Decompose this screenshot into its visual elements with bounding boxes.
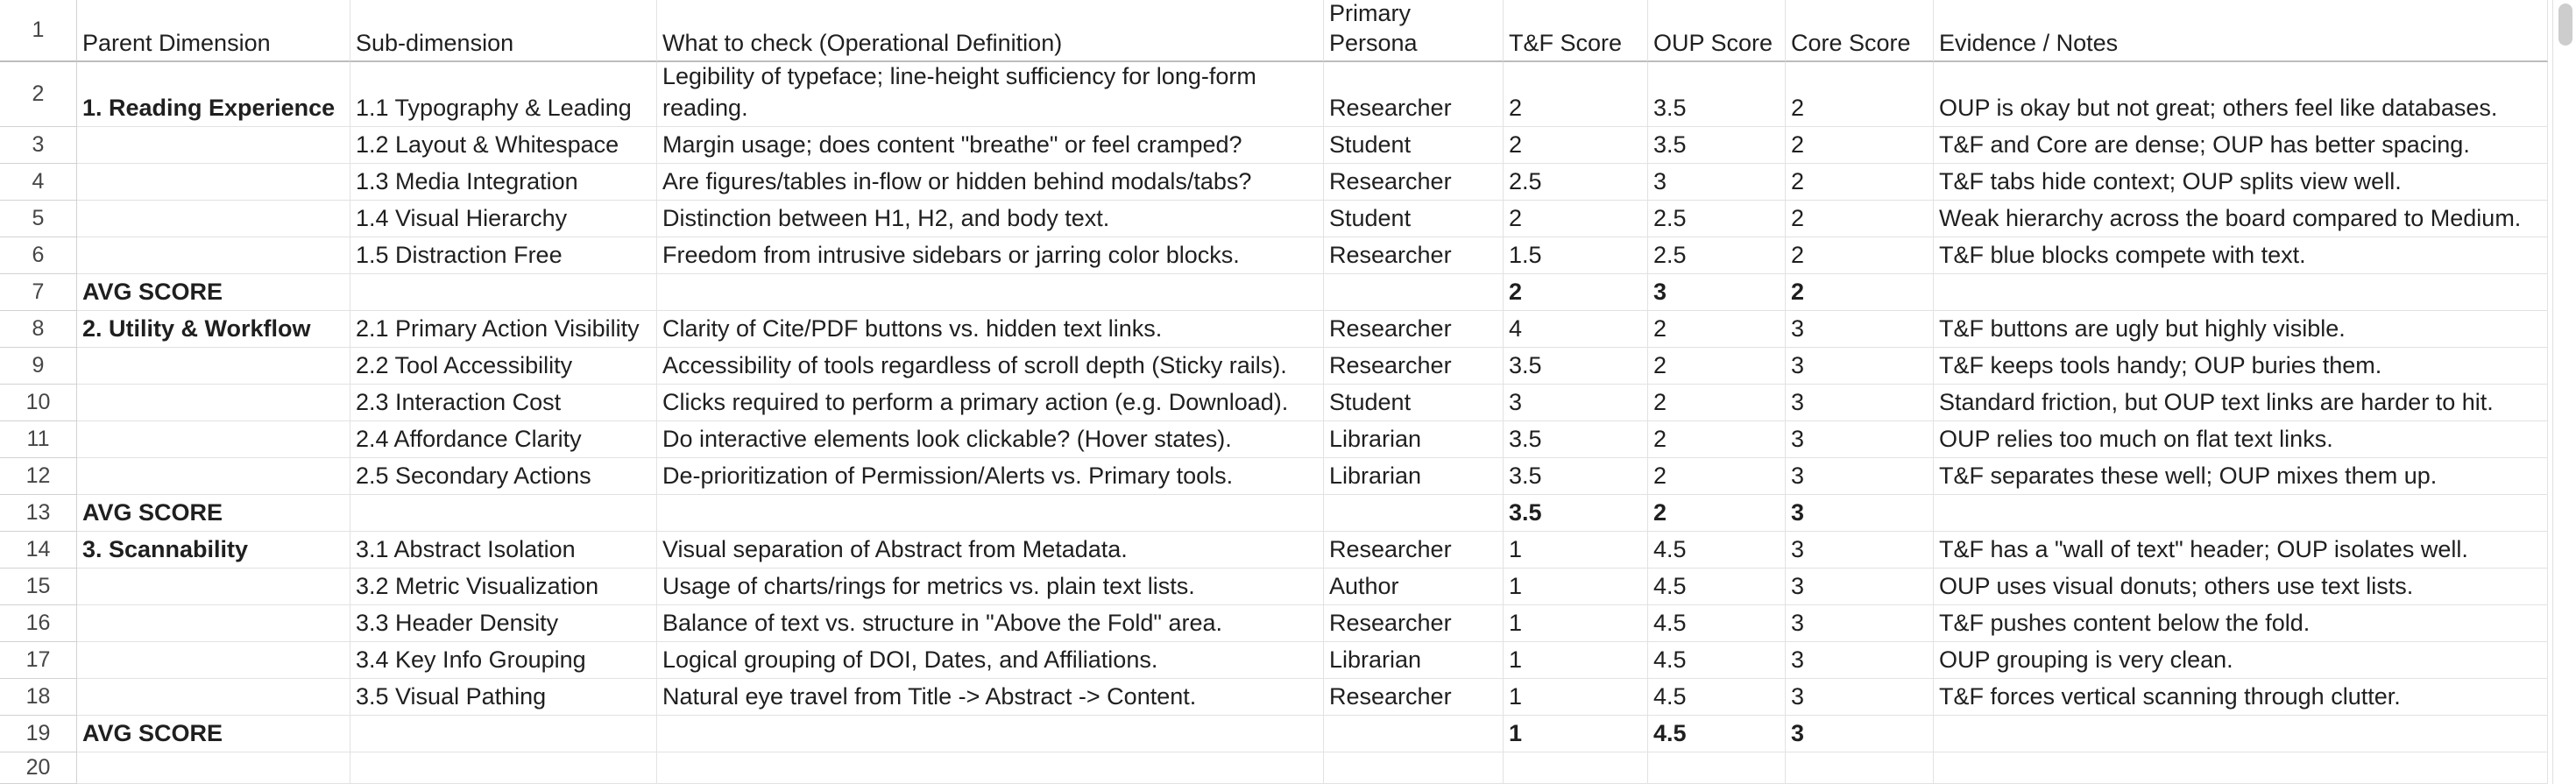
cell-what-to-check[interactable]: Distinction between H1, H2, and body text. [657,201,1324,237]
cell-sub-dimension[interactable]: 3.4 Key Info Grouping [350,642,657,679]
cell-primary-persona[interactable] [1324,495,1504,532]
table-row [0,569,2548,605]
row-header[interactable]: 17 [0,642,77,679]
cell-core-score[interactable]: 3 [1786,348,1934,385]
cell-parent-dimension[interactable]: 3. Scannability [77,532,350,569]
cell-oup-score[interactable] [1648,752,1786,784]
cell-what-to-check[interactable]: Usage of charts/rings for metrics vs. plain text lists. [657,569,1324,605]
cell-tf-score[interactable]: 2 [1504,62,1648,127]
cell-core-score[interactable]: 3 [1786,679,1934,716]
cell-sub-dimension[interactable]: 2.5 Secondary Actions [350,458,657,495]
row-header[interactable]: 4 [0,164,77,201]
cell-sub-dimension[interactable]: 2.3 Interaction Cost [350,385,657,421]
cell-primary-persona[interactable]: Librarian [1324,642,1504,679]
cell-tf-score[interactable]: 3.5 [1504,495,1648,532]
cell-tf-score[interactable]: 3 [1504,385,1648,421]
cell-primary-persona[interactable]: Researcher [1324,348,1504,385]
cell-evidence-notes[interactable]: T&F and Core are dense; OUP has better spacing. [1934,127,2548,164]
cell-primary-persona[interactable]: Student [1324,385,1504,421]
cell-parent-dimension[interactable]: AVG SCORE [77,495,350,532]
cell-evidence-notes[interactable]: OUP relies too much on flat text links. [1934,421,2548,458]
cell-core-score[interactable]: 2 [1786,62,1934,127]
column-header-sub-dimension[interactable]: Sub-dimension [350,0,657,62]
table-row [0,532,2548,569]
cell-sub-dimension[interactable]: 2.1 Primary Action Visibility [350,311,657,348]
cell-what-to-check[interactable]: Are figures/tables in-flow or hidden behind modals/tabs? [657,164,1324,201]
cell-parent-dimension[interactable] [77,458,350,495]
row-header[interactable]: 5 [0,201,77,237]
cell-core-score[interactable]: 2 [1786,237,1934,274]
cell-parent-dimension[interactable] [77,605,350,642]
cell-oup-score[interactable]: 3.5 [1648,62,1786,127]
cell-evidence-notes[interactable]: Weak hierarchy across the board compared to Medium. [1934,201,2548,237]
cell-parent-dimension[interactable]: AVG SCORE [77,716,350,752]
cell-evidence-notes[interactable]: OUP grouping is very clean. [1934,642,2548,679]
cell-tf-score[interactable]: 1 [1504,532,1648,569]
cell-what-to-check[interactable] [657,752,1324,784]
cell-evidence-notes[interactable]: OUP uses visual donuts; others use text lists. [1934,569,2548,605]
header-row [0,0,2548,62]
cell-primary-persona[interactable]: Researcher [1324,62,1504,127]
cell-sub-dimension[interactable]: 3.1 Abstract Isolation [350,532,657,569]
row-header[interactable]: 16 [0,605,77,642]
cell-tf-score[interactable]: 2 [1504,201,1648,237]
table-row [0,495,2548,532]
table-row [0,421,2548,458]
cell-core-score[interactable]: 2 [1786,201,1934,237]
table-row [0,62,2548,127]
cell-core-score[interactable]: 3 [1786,532,1934,569]
cell-evidence-notes[interactable]: T&F pushes content below the fold. [1934,605,2548,642]
cell-oup-score[interactable]: 2 [1648,458,1786,495]
cell-evidence-notes[interactable]: T&F separates these well; OUP mixes them up. [1934,458,2548,495]
cell-core-score[interactable]: 2 [1786,127,1934,164]
cell-oup-score[interactable]: 4.5 [1648,605,1786,642]
table-row [0,237,2548,274]
cell-evidence-notes[interactable]: T&F keeps tools handy; OUP buries them. [1934,348,2548,385]
cell-sub-dimension[interactable] [350,495,657,532]
cell-sub-dimension[interactable] [350,752,657,784]
cell-what-to-check[interactable]: Logical grouping of DOI, Dates, and Affiliations. [657,642,1324,679]
cell-what-to-check[interactable]: Natural eye travel from Title -> Abstract -> Content. [657,679,1324,716]
cell-parent-dimension[interactable] [77,127,350,164]
table-row [0,274,2548,311]
cell-core-score[interactable]: 3 [1786,458,1934,495]
cell-primary-persona[interactable] [1324,274,1504,311]
cell-oup-score[interactable]: 4.5 [1648,569,1786,605]
cell-primary-persona[interactable]: Student [1324,127,1504,164]
cell-evidence-notes[interactable]: OUP is okay but not great; others feel like databases. [1934,62,2548,127]
cell-evidence-notes[interactable]: T&F forces vertical scanning through clutter. [1934,679,2548,716]
cell-parent-dimension[interactable] [77,385,350,421]
cell-parent-dimension[interactable]: AVG SCORE [77,274,350,311]
cell-primary-persona[interactable]: Librarian [1324,458,1504,495]
row-header[interactable]: 13 [0,495,77,532]
cell-what-to-check[interactable]: De-prioritization of Permission/Alerts vs. Primary tools. [657,458,1324,495]
row-header[interactable]: 7 [0,274,77,311]
cell-core-score[interactable]: 3 [1786,716,1934,752]
cell-tf-score[interactable]: 1.5 [1504,237,1648,274]
cell-oup-score[interactable]: 2 [1648,348,1786,385]
cell-core-score[interactable] [1786,752,1934,784]
cell-core-score[interactable]: 2 [1786,164,1934,201]
row-header[interactable]: 19 [0,716,77,752]
cell-core-score[interactable]: 3 [1786,642,1934,679]
row-header[interactable]: 2 [0,62,77,127]
row-header[interactable]: 10 [0,385,77,421]
cell-sub-dimension[interactable] [350,274,657,311]
table-row [0,385,2548,421]
cell-tf-score[interactable]: 2.5 [1504,164,1648,201]
cell-evidence-notes[interactable]: T&F buttons are ugly but highly visible. [1934,311,2548,348]
cell-sub-dimension[interactable]: 1.1 Typography & Leading [350,62,657,127]
cell-parent-dimension[interactable] [77,752,350,784]
row-header[interactable]: 14 [0,532,77,569]
table-row [0,348,2548,385]
cell-sub-dimension[interactable]: 1.2 Layout & Whitespace [350,127,657,164]
cell-what-to-check[interactable]: Clarity of Cite/PDF buttons vs. hidden text links. [657,311,1324,348]
cell-oup-score[interactable]: 2.5 [1648,237,1786,274]
row-header[interactable]: 3 [0,127,77,164]
cell-core-score[interactable]: 3 [1786,605,1934,642]
cell-tf-score[interactable] [1504,752,1648,784]
cell-primary-persona[interactable]: Researcher [1324,679,1504,716]
cell-tf-score[interactable]: 2 [1504,127,1648,164]
cell-parent-dimension[interactable] [77,237,350,274]
cell-what-to-check[interactable]: Visual separation of Abstract from Metadata. [657,532,1324,569]
row-header[interactable]: 20 [0,752,77,784]
cell-oup-score[interactable]: 2 [1648,311,1786,348]
cell-oup-score[interactable]: 2.5 [1648,201,1786,237]
column-header-oup-score[interactable]: OUP Score [1648,0,1786,62]
cell-tf-score[interactable]: 2 [1504,274,1648,311]
cell-tf-score[interactable]: 1 [1504,605,1648,642]
cell-parent-dimension[interactable] [77,421,350,458]
table-row [0,311,2548,348]
table-row [0,716,2548,752]
column-header-core-score[interactable]: Core Score [1786,0,1934,62]
cell-what-to-check[interactable]: Margin usage; does content "breathe" or feel cramped? [657,127,1324,164]
cell-what-to-check[interactable] [657,495,1324,532]
row-header[interactable]: 15 [0,569,77,605]
cell-parent-dimension[interactable] [77,164,350,201]
cell-evidence-notes[interactable] [1934,752,2548,784]
cell-oup-score[interactable]: 4.5 [1648,679,1786,716]
cell-core-score[interactable]: 3 [1786,385,1934,421]
column-header-evidence-notes[interactable]: Evidence / Notes [1934,0,2548,62]
cell-sub-dimension[interactable]: 3.3 Header Density [350,605,657,642]
column-header-parent-dimension[interactable]: Parent Dimension [77,0,350,62]
cell-sub-dimension[interactable]: 2.4 Affordance Clarity [350,421,657,458]
cell-parent-dimension[interactable] [77,348,350,385]
cell-evidence-notes[interactable]: T&F has a "wall of text" header; OUP isolates well. [1934,532,2548,569]
cell-sub-dimension[interactable]: 1.3 Media Integration [350,164,657,201]
table-row [0,201,2548,237]
table-row [0,164,2548,201]
row-header[interactable]: 6 [0,237,77,274]
row-header[interactable]: 18 [0,679,77,716]
cell-oup-score[interactable]: 3 [1648,164,1786,201]
cell-parent-dimension[interactable] [77,679,350,716]
cell-what-to-check[interactable] [657,716,1324,752]
cell-evidence-notes[interactable] [1934,274,2548,311]
cell-core-score[interactable]: 3 [1786,495,1934,532]
cell-parent-dimension[interactable]: 2. Utility & Workflow [77,311,350,348]
cell-tf-score[interactable]: 1 [1504,569,1648,605]
column-header-tf-score[interactable]: T&F Score [1504,0,1648,62]
cell-oup-score[interactable]: 3 [1648,274,1786,311]
cell-oup-score[interactable]: 4.5 [1648,642,1786,679]
vertical-scrollbar-thumb[interactable] [2558,4,2572,46]
cell-what-to-check[interactable]: Clicks required to perform a primary action (e.g. Download). [657,385,1324,421]
cell-sub-dimension[interactable]: 3.2 Metric Visualization [350,569,657,605]
cell-sub-dimension[interactable]: 1.5 Distraction Free [350,237,657,274]
table-row [0,679,2548,716]
cell-evidence-notes[interactable]: Standard friction, but OUP text links are harder to hit. [1934,385,2548,421]
column-header-primary-persona[interactable]: Primary Persona [1324,0,1504,62]
cell-what-to-check[interactable]: Balance of text vs. structure in "Above the Fold" area. [657,605,1324,642]
cell-sub-dimension[interactable]: 2.2 Tool Accessibility [350,348,657,385]
cell-primary-persona[interactable]: Researcher [1324,164,1504,201]
cell-core-score[interactable]: 3 [1786,311,1934,348]
cell-evidence-notes[interactable] [1934,716,2548,752]
cell-sub-dimension[interactable]: 3.5 Visual Pathing [350,679,657,716]
table-row [0,458,2548,495]
cell-evidence-notes[interactable]: T&F blue blocks compete with text. [1934,237,2548,274]
cell-sub-dimension[interactable] [350,716,657,752]
row-header[interactable]: 11 [0,421,77,458]
cell-tf-score[interactable]: 1 [1504,679,1648,716]
row-header[interactable]: 8 [0,311,77,348]
table-row [0,605,2548,642]
cell-what-to-check[interactable]: Legibility of typeface; line-height sufficiency for long-form reading. [657,62,1324,127]
cell-core-score[interactable]: 3 [1786,421,1934,458]
cell-what-to-check[interactable]: Accessibility of tools regardless of scroll depth (Sticky rails). [657,348,1324,385]
cell-primary-persona[interactable]: Student [1324,201,1504,237]
cell-oup-score[interactable]: 3.5 [1648,127,1786,164]
cell-primary-persona[interactable]: Researcher [1324,605,1504,642]
table-row [0,752,2548,784]
column-header-what-to-check[interactable]: What to check (Operational Definition) [657,0,1324,62]
cell-oup-score[interactable]: 2 [1648,495,1786,532]
cell-what-to-check[interactable]: Do interactive elements look clickable? (Hover states). [657,421,1324,458]
cell-primary-persona[interactable] [1324,716,1504,752]
cell-tf-score[interactable]: 3.5 [1504,421,1648,458]
cell-tf-score[interactable]: 3.5 [1504,458,1648,495]
cell-primary-persona[interactable]: Researcher [1324,311,1504,348]
cell-evidence-notes[interactable]: T&F tabs hide context; OUP splits view well. [1934,164,2548,201]
table-row [0,642,2548,679]
cell-primary-persona[interactable]: Librarian [1324,421,1504,458]
cell-core-score[interactable]: 2 [1786,274,1934,311]
row-header[interactable]: 9 [0,348,77,385]
cell-primary-persona[interactable] [1324,752,1504,784]
cell-what-to-check[interactable]: Freedom from intrusive sidebars or jarring color blocks. [657,237,1324,274]
cell-parent-dimension[interactable] [77,201,350,237]
cell-parent-dimension[interactable] [77,642,350,679]
cell-core-score[interactable]: 3 [1786,569,1934,605]
cell-what-to-check[interactable] [657,274,1324,311]
cell-parent-dimension[interactable]: 1. Reading Experience [77,62,350,127]
cell-oup-score[interactable]: 2 [1648,421,1786,458]
row-header[interactable]: 1 [0,0,77,62]
cell-primary-persona[interactable]: Author [1324,569,1504,605]
table-row [0,127,2548,164]
cell-sub-dimension[interactable]: 1.4 Visual Hierarchy [350,201,657,237]
cell-tf-score[interactable]: 1 [1504,716,1648,752]
cell-oup-score[interactable]: 4.5 [1648,532,1786,569]
cell-parent-dimension[interactable] [77,569,350,605]
cell-oup-score[interactable]: 4.5 [1648,716,1786,752]
row-header[interactable]: 12 [0,458,77,495]
cell-tf-score[interactable]: 4 [1504,311,1648,348]
cell-tf-score[interactable]: 3.5 [1504,348,1648,385]
cell-oup-score[interactable]: 2 [1648,385,1786,421]
cell-primary-persona[interactable]: Researcher [1324,532,1504,569]
cell-primary-persona[interactable]: Researcher [1324,237,1504,274]
vertical-scrollbar-track[interactable] [2552,0,2576,784]
cell-evidence-notes[interactable] [1934,495,2548,532]
cell-tf-score[interactable]: 1 [1504,642,1648,679]
